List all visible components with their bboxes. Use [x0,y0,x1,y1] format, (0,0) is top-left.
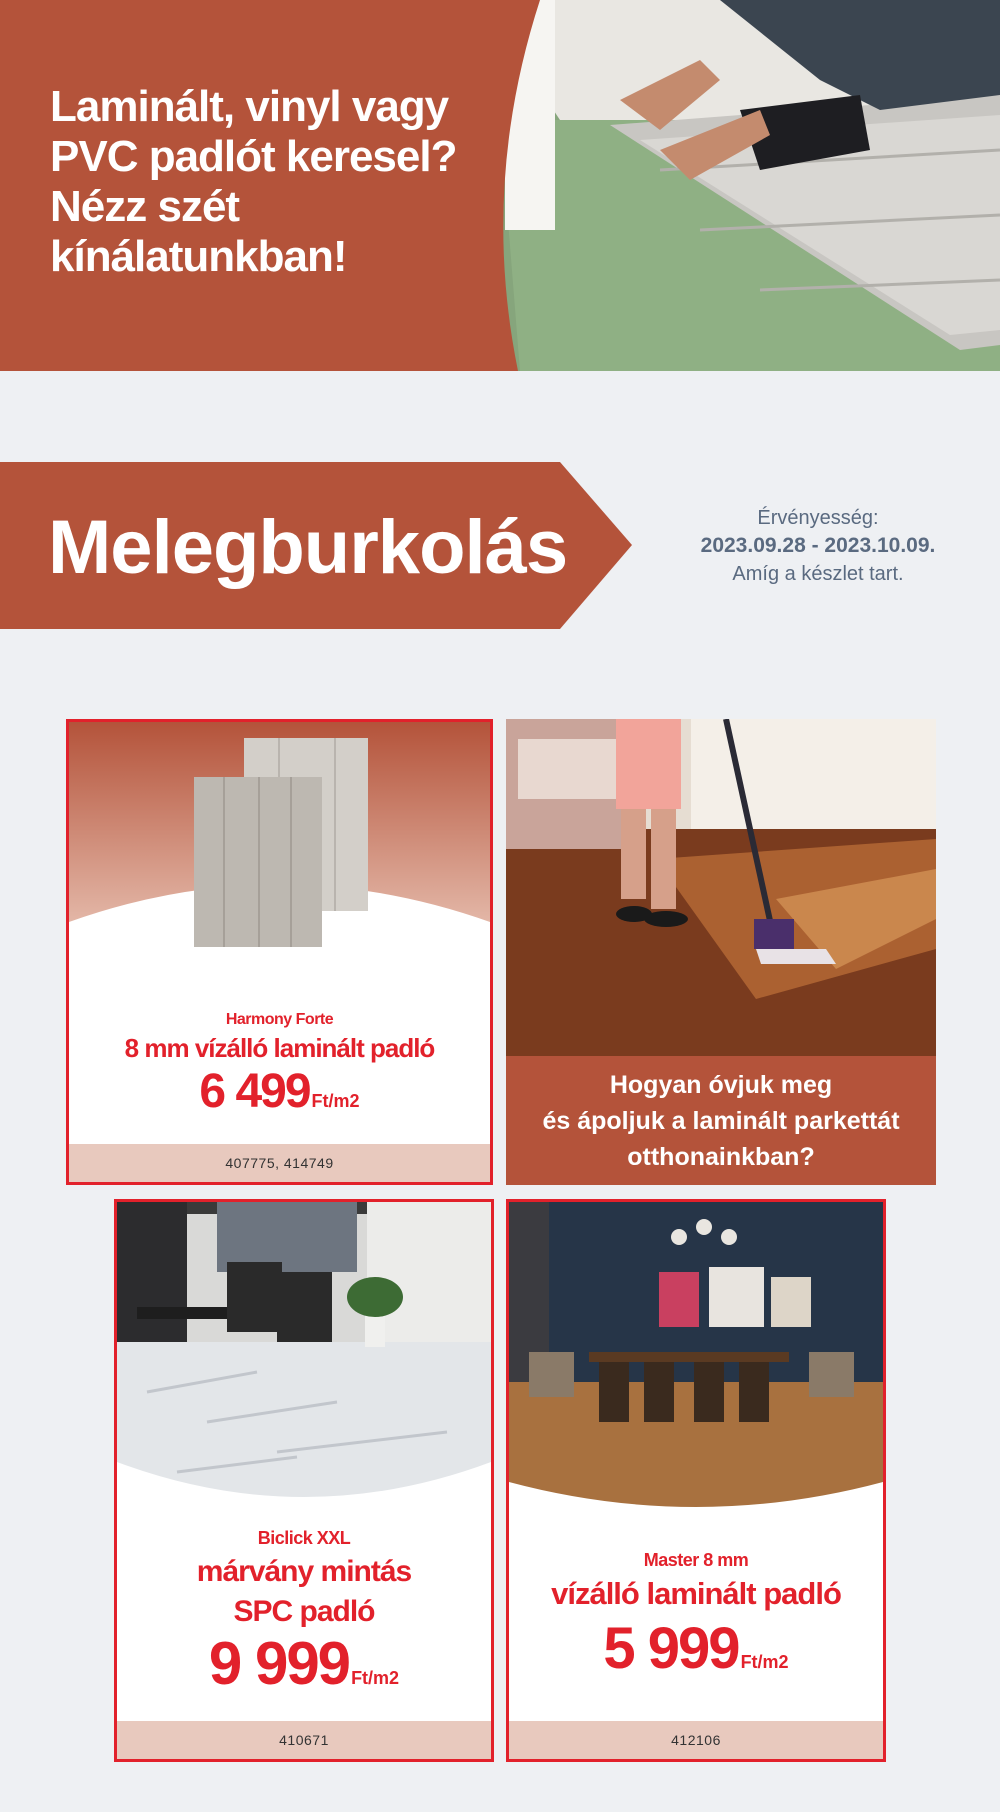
article-card-laminate-care[interactable] [506,719,936,1185]
product-card-biclick-xxl[interactable] [114,1199,494,1762]
price-value: 9 999 [208,1630,350,1697]
hero-line: PVC padlót keresel? [50,132,457,181]
product-codes: 412106 [509,1721,883,1759]
section-title: Melegburkolás [48,505,568,590]
price-unit: Ft/m2 [311,1091,360,1111]
product-brand: Harmony Forte [225,1011,334,1028]
product-codes: 407775, 414749 [69,1144,490,1182]
validity-info [660,504,976,588]
article-caption [506,1056,936,1185]
hero-line: Nézz szét [50,182,240,231]
product-card-master-8mm[interactable] [506,1199,886,1762]
product-title: vízálló laminált padló [551,1576,841,1611]
product-price [509,1614,883,1697]
price-value: 5 999 [603,1616,739,1681]
article-line: otthonainkban? [627,1142,815,1171]
product-price [69,1062,490,1131]
hero-section [0,0,1000,371]
price-value: 6 499 [199,1065,310,1118]
validity-note: Amíg a készlet tart. [732,563,904,585]
validity-label: Érvényesség: [757,507,879,529]
price-unit: Ft/m2 [740,1652,789,1672]
article-line: és ápoljuk a laminált parkettát [542,1106,900,1135]
validity-dates: 2023.09.28 - 2023.10.09. [700,534,936,557]
product-price [117,1629,491,1713]
hero-line: Laminált, vinyl vagy [50,82,449,131]
product-card-harmony-forte[interactable] [66,719,493,1185]
product-codes: 410671 [117,1721,491,1759]
title-line: SPC padló [233,1595,375,1628]
hero-headline [50,82,480,282]
price-unit: Ft/m2 [351,1668,400,1688]
article-line: Hogyan óvjuk meg [609,1070,833,1099]
product-title: 8 mm vízálló laminált padló [124,1033,435,1063]
product-title [117,1552,491,1632]
hero-line: kínálatunkban! [50,232,347,281]
title-line: márvány mintás [196,1555,412,1588]
article-photo-mopping-floor [506,719,936,1056]
product-brand: Biclick XXL [257,1528,351,1548]
product-brand: Master 8 mm [643,1550,749,1570]
